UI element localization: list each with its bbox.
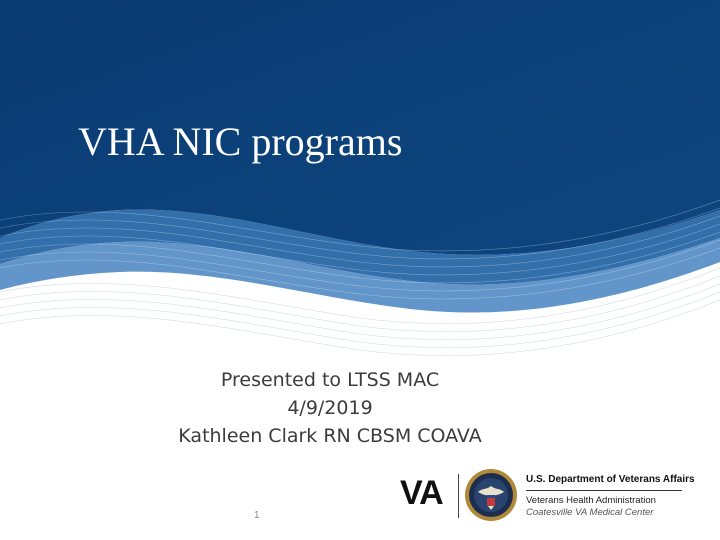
presenter-block bbox=[110, 366, 550, 450]
logo-divider bbox=[458, 474, 459, 518]
va-wordmark: VA bbox=[400, 474, 443, 512]
subtitle-line-presenter: Kathleen Clark RN CBSM COAVA bbox=[178, 425, 482, 447]
page-number: 1 bbox=[254, 510, 260, 521]
administration-name: Veterans Health Administration bbox=[526, 495, 656, 506]
department-underline bbox=[526, 490, 682, 491]
slide-title: VHA NIC programs bbox=[78, 119, 403, 164]
va-logo bbox=[400, 466, 700, 524]
subtitle-line-event: Presented to LTSS MAC bbox=[220, 369, 440, 391]
subtitle-line-date: 4/9/2019 bbox=[287, 397, 373, 419]
va-seal-icon bbox=[464, 468, 518, 522]
department-name: U.S. Department of Veterans Affairs bbox=[526, 474, 695, 485]
facility-name: Coatesville VA Medical Center bbox=[526, 507, 654, 518]
